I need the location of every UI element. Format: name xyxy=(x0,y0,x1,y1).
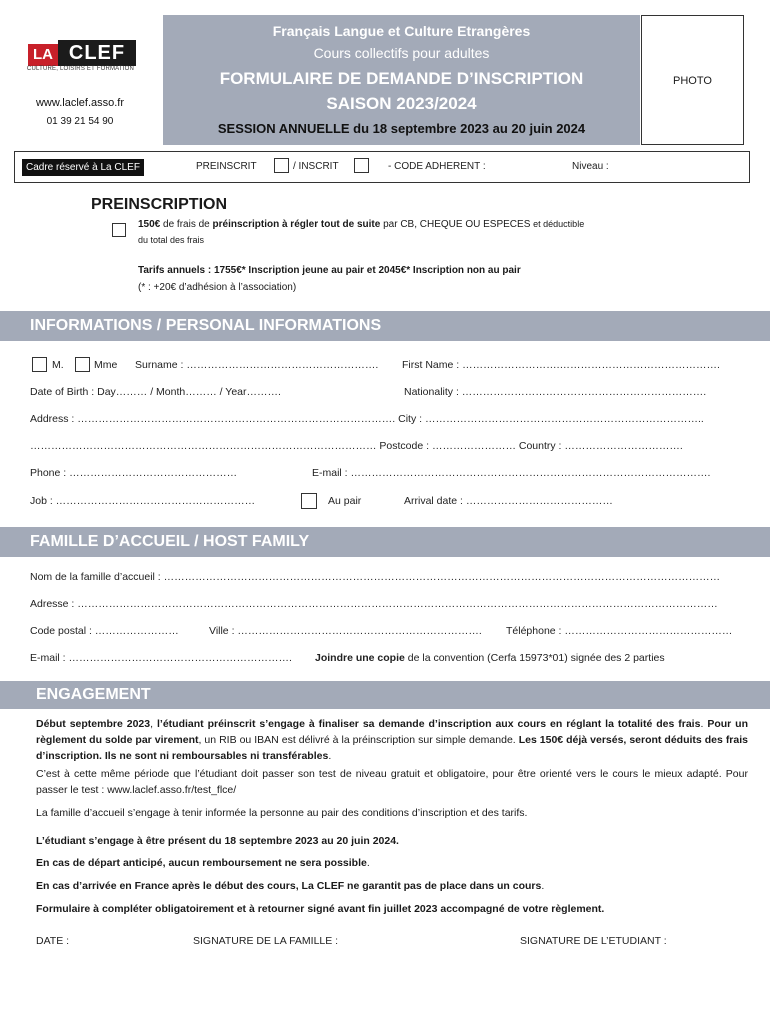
season: SAISON 2023/2024 xyxy=(326,94,477,113)
host-address-field[interactable]: Adresse : ………………………………………………………………………………………………………………………………………………………………… xyxy=(30,598,718,610)
fee-amount: 150€ xyxy=(138,219,161,230)
first-name-field[interactable]: First Name : ……………………….………………………………………. xyxy=(402,359,720,371)
host-email-field[interactable]: E-mail : ………………………………………………………. xyxy=(30,652,292,664)
nationality-field[interactable]: Nationality : ……………………………………………………………. xyxy=(404,386,707,398)
section-engagement xyxy=(0,681,770,709)
eng-p1-t1: , xyxy=(150,718,157,730)
eng-p1-b4: Les 150€ déjà versés, seront déduits des frais d’inscription. Ils ne sont ni remboursables ni transférables xyxy=(36,734,748,762)
engagement-p3: La famille d’accueil s’engage à tenir informée la personne au pair des conditions d’inscription et des tarifs. xyxy=(36,807,528,819)
host-postcode-field[interactable]: Code postal : …………………… xyxy=(30,625,179,637)
host-name-field[interactable]: Nom de la famille d’accueil : …………………………………………………………………………………………………………………………………………… xyxy=(30,571,721,583)
eng-p5-b: En cas de départ anticipé, aucun remboursement ne sera possible xyxy=(36,857,367,869)
tarifs-note: (* : +20€ d’adhésion à l’association) xyxy=(138,282,297,293)
section-personal-title: INFORMATIONS / PERSONAL INFORMATIONS xyxy=(30,317,382,334)
student-signature-label[interactable]: SIGNATURE DE L’ETUDIANT : xyxy=(520,935,667,947)
eng-p6-b: En cas d’arrivée en France après le début des cours, La CLEF ne garantit pas de place dans un cours xyxy=(36,880,542,892)
dob-field[interactable]: Date of Birth : Day……… / Month……… / Year………. xyxy=(30,386,281,398)
address-field[interactable]: Address : ………………………………………………………………………………. City : …………………………………………………………………….. xyxy=(30,413,704,425)
join-copy-note xyxy=(315,652,665,664)
logo-clef: CLEF xyxy=(58,40,136,66)
preinscrit-label: PREINSCRIT xyxy=(196,161,257,172)
photo-box[interactable]: PHOTO xyxy=(641,15,744,145)
eng-p1-t2: . xyxy=(700,718,708,730)
preinscription-checkbox[interactable] xyxy=(112,223,126,237)
engagement-p6 xyxy=(36,878,748,894)
email-field[interactable]: E-mail : …………………………………………………………………………………………. xyxy=(312,467,711,479)
niveau-label: Niveau : xyxy=(572,161,609,172)
eng-p1-b1: Début septembre 2023 xyxy=(36,718,151,730)
header-line1: Français Langue et Culture Etrangères xyxy=(272,23,531,39)
surname-field[interactable]: Surname : ………………………………………………. xyxy=(135,359,379,371)
header-line2: Cours collectifs pour adultes xyxy=(313,45,490,61)
session-dates: SESSION ANNUELLE du 18 septembre 2023 au 20 juin 2024 xyxy=(217,121,586,136)
engagement-p5 xyxy=(36,855,748,871)
engagement-p1 xyxy=(36,716,748,764)
section-personal xyxy=(0,311,770,341)
m-label: M. xyxy=(52,359,64,371)
eng-p1-b2: l’étudiant préinscrit s’engage à finaliser sa demande d’inscription aux cours en réglant la totalité des frais xyxy=(156,718,701,730)
engagement-p4: L’étudiant s’engage à être présent du 18 septembre 2023 au 20 juin 2024. xyxy=(36,835,399,847)
form-title: FORMULAIRE DE DEMANDE D’INSCRIPTION xyxy=(219,69,584,88)
preinscription-title: PREINSCRIPTION xyxy=(91,196,228,213)
arrival-field[interactable]: Arrival date : …………………………………… xyxy=(404,495,613,507)
m-checkbox[interactable] xyxy=(32,357,47,372)
fee-text1: de frais de xyxy=(160,219,213,230)
inscrit-checkbox[interactable] xyxy=(354,158,369,173)
section-engagement-title: ENGAGEMENT xyxy=(36,686,151,703)
logo-tagline: CULTURE, LOISIRS ET FORMATION xyxy=(26,66,135,72)
eng-p5-t: . xyxy=(366,857,370,869)
fee-small: et déductible xyxy=(533,219,585,229)
mme-label: Mme xyxy=(94,359,118,371)
host-phone-field[interactable]: Téléphone : ………………………………………… xyxy=(506,625,733,637)
engagement-p7: Formulaire à compléter obligatoirement et à retourner signé avant fin juillet 2023 accompagné de votre règlement. xyxy=(36,903,605,915)
eng-p1-t4: . xyxy=(328,750,332,762)
au-pair-label: Au pair xyxy=(328,495,362,507)
au-pair-checkbox[interactable] xyxy=(301,493,317,509)
eng-p1-b3: Pour un règlement du solde par virement xyxy=(36,718,749,746)
address2-field[interactable]: ……………………………………………………………………………………… Postcode : …………………… Country : ……………………………. xyxy=(30,440,683,452)
website[interactable]: www.laclef.asso.fr xyxy=(35,97,125,109)
date-label[interactable]: DATE : xyxy=(36,935,70,947)
host-city-field[interactable]: Ville : ……………………………………………………………. xyxy=(209,625,482,637)
join-copy-rest: de la convention (Cerfa 15973*01) signée des 2 parties xyxy=(404,652,665,664)
eng-p1-t3: , un RIB ou IBAN est délivré à la préinscription sur simple demande. xyxy=(198,734,519,746)
mme-checkbox[interactable] xyxy=(75,357,90,372)
join-copy-bold: Joindre une copie xyxy=(315,652,405,664)
eng-p6-t: . xyxy=(541,880,545,892)
job-field[interactable]: Job : ………………………………………………… xyxy=(30,495,256,507)
logo-la: LA xyxy=(28,44,58,66)
reserved-label: Cadre réservé à La CLEF xyxy=(22,159,144,176)
inscrit-label: / INSCRIT xyxy=(293,161,339,172)
section-host xyxy=(0,527,770,557)
engagement-p2: C’est à cette même période que l’étudiant doit passer son test de niveau gratuit et obligatoire, pour être orienté vers le cours le mieux adapté. Pour passer le test : www.laclef.asso.fr/test_flce/ xyxy=(36,768,748,796)
code-adherent-label: - CODE ADHERENT : xyxy=(388,161,486,172)
fee-line2: du total des frais xyxy=(138,235,205,245)
section-host-title: FAMILLE D’ACCUEIL / HOST FAMILY xyxy=(30,533,310,550)
phone-field[interactable]: Phone : ………………………………………… xyxy=(30,467,238,479)
phone-number: 01 39 21 54 90 xyxy=(46,116,114,127)
preinscrit-checkbox[interactable] xyxy=(274,158,289,173)
fee-bold: préinscription à régler tout de suite xyxy=(212,219,381,230)
header-banner xyxy=(163,15,640,145)
fee-text2: par CB, CHEQUE OU ESPECES xyxy=(380,219,534,230)
family-signature-label[interactable]: SIGNATURE DE LA FAMILLE : xyxy=(193,935,339,947)
fee-line xyxy=(138,219,584,230)
tarifs: Tarifs annuels : 1755€* Inscription jeune au pair et 2045€* Inscription non au pair xyxy=(138,265,521,276)
